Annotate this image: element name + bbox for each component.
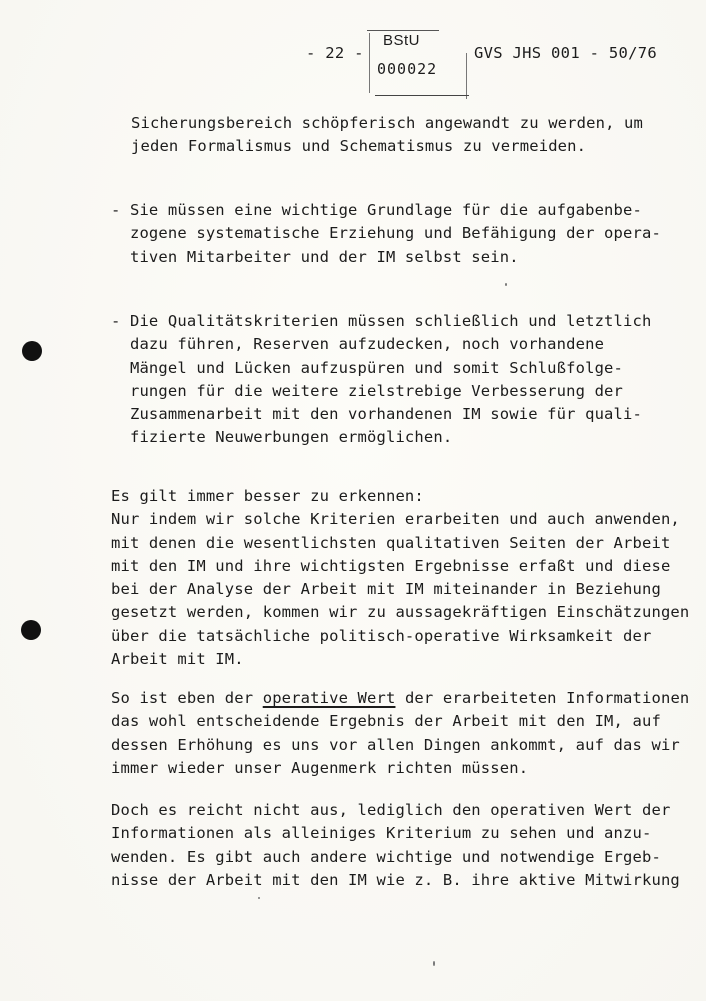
paragraph-recognition — [111, 485, 689, 671]
bullet-item-foundation — [111, 199, 661, 269]
text-segment: So ist eben der — [111, 689, 263, 707]
text-line: immer wieder unser Augenmerk richten müssen. — [111, 758, 529, 777]
text-line: zogene systematische Erziehung und Befähigung der opera- — [111, 224, 661, 243]
text-line: bei der Analyse der Arbeit mit IM miteinander in Beziehung — [111, 580, 661, 599]
bullet-item-quality-criteria — [111, 310, 651, 450]
paragraph-other-criteria — [111, 799, 680, 892]
stamp-number: 000022 — [377, 60, 438, 78]
paper-speck — [433, 961, 435, 966]
text-line: Arbeit mit IM. — [111, 650, 244, 669]
text-line: Doch es reicht nicht aus, lediglich den operativen Wert der — [111, 801, 671, 819]
text-line: fizierte Neuwerbungen ermöglichen. — [111, 428, 453, 447]
text-line: das wohl entscheidende Ergebnis der Arbeit mit den IM, auf — [111, 712, 661, 731]
paragraph-intro — [131, 112, 643, 159]
text-line: rungen für die weitere zielstrebige Verbesserung der — [111, 381, 624, 400]
stamp-border-left — [369, 33, 370, 93]
text-line — [111, 687, 689, 710]
text-line: - Sie müssen eine wichtige Grundlage für die aufgabenbe- — [111, 201, 642, 219]
document-reference: GVS JHS 001 - 50/76 — [474, 44, 658, 62]
text-line: dessen Erhöhung es uns vor allen Dingen ankommt, auf das wir — [111, 735, 680, 754]
text-line: Nur indem wir solche Kriterien erarbeiten und auch anwenden, — [111, 510, 680, 529]
text-line: tiven Mitarbeiter und der IM selbst sein. — [111, 247, 519, 266]
stamp-border-right — [466, 53, 467, 99]
text-line: Informationen als alleiniges Kriterium zu sehen und anzu- — [111, 824, 652, 843]
text-line: über die tatsächliche politisch-operative Wirksamkeit der — [111, 626, 652, 645]
stamp-border-bottom — [375, 95, 469, 96]
text-line: Es gilt immer besser zu erkennen: — [111, 487, 424, 505]
text-line: Sicherungsbereich schöpferisch angewandt zu werden, um — [131, 114, 644, 132]
archive-stamp — [353, 27, 469, 97]
page-number: - 22 - — [306, 44, 364, 62]
paragraph-operative-value — [111, 687, 689, 780]
text-line: jeden Formalismus und Schematismus zu vermeiden. — [131, 137, 587, 156]
text-line: - Die Qualitätskriterien müssen schließlich und letztlich — [111, 312, 652, 330]
stamp-border-top — [367, 30, 439, 31]
text-line: mit denen die wesentlichsten qualitativen Seiten der Arbeit — [111, 533, 671, 552]
paper-speck — [258, 897, 260, 899]
text-segment: der erarbeiteten Informationen — [395, 689, 690, 707]
text-line: nisse der Arbeit mit den IM wie z. B. ihre aktive Mitwirkung — [111, 870, 680, 889]
text-line: Mängel und Lücken aufzuspüren und somit Schlußfolge- — [111, 358, 624, 377]
punch-hole-top — [22, 341, 42, 361]
text-line: mit den IM und ihre wichtigsten Ergebnisse erfaßt und diese — [111, 556, 671, 575]
punch-hole-bottom — [21, 620, 41, 640]
text-line: dazu führen, Reserven aufzudecken, noch vorhandene — [111, 335, 605, 354]
text-line: gesetzt werden, kommen wir zu aussagekräftigen Einschätzungen — [111, 603, 690, 622]
paper-speck — [505, 283, 507, 286]
text-line: Zusammenarbeit mit den vorhandenen IM sowie für quali- — [111, 405, 642, 424]
underlined-term: operative Wert — [262, 689, 396, 707]
text-line: wenden. Es gibt auch andere wichtige und notwendige Ergeb- — [111, 847, 661, 866]
stamp-organization: BStU — [383, 32, 421, 49]
